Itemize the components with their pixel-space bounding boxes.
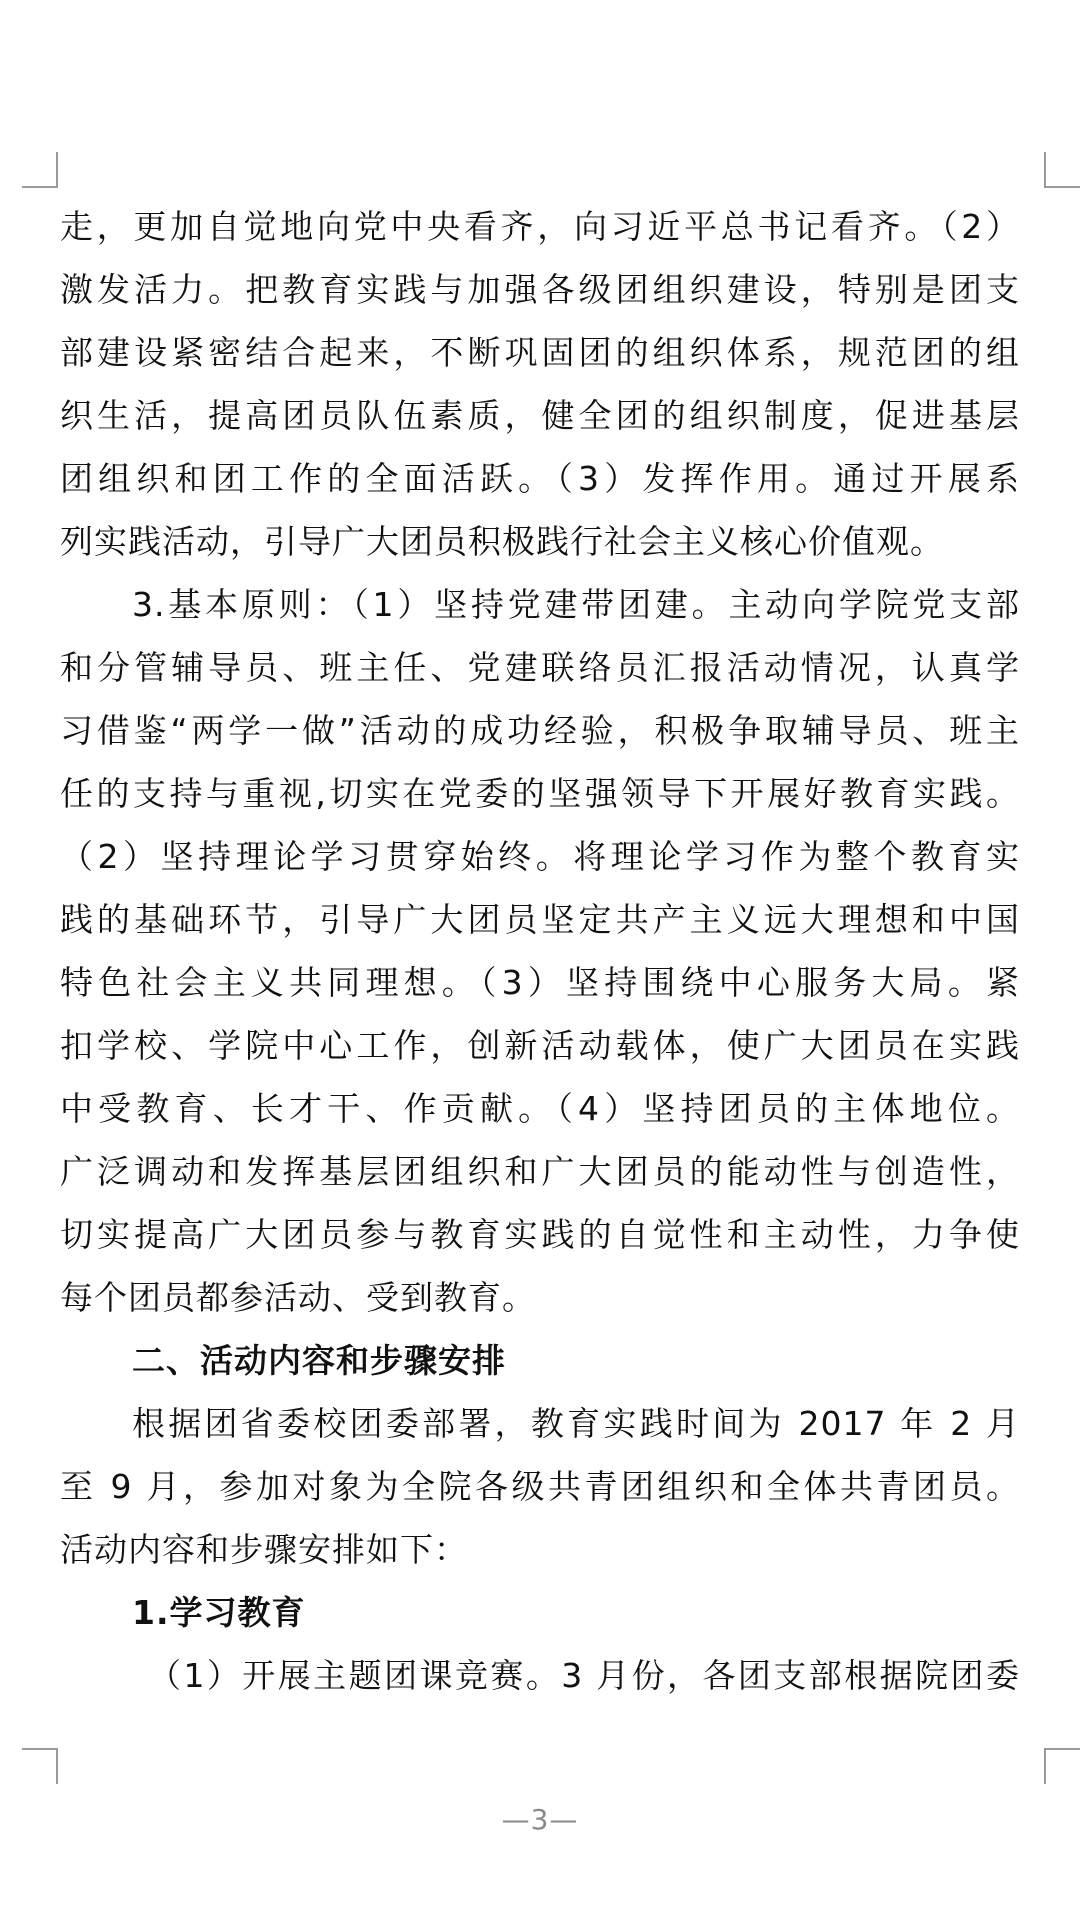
crop-mark-top-left — [22, 152, 58, 188]
paragraph-line: 广泛调动和发挥基层团组织和广大团员的能动性与创造性， — [60, 1152, 1020, 1191]
page-number: —3— — [501, 1803, 579, 1836]
paragraph-line: （2）坚持理论学习贯穿始终。将理论学习作为整个教育实 — [60, 837, 1020, 876]
paragraph-line: 团组织和团工作的全面活跃。（3）发挥作用。通过开展系 — [60, 459, 1020, 498]
paragraph-line: 扣学校、学院中心工作，创新活动载体，使广大团员在实践 — [60, 1026, 1020, 1065]
paragraph-line: 和分管辅导员、班主任、党建联络员汇报活动情况，认真学 — [60, 648, 1020, 687]
crop-mark-bottom-right — [1044, 1748, 1080, 1784]
paragraph-line: 3.基本原则：（1）坚持党建带团建。主动向学院党支部 — [132, 585, 1020, 624]
section-heading: 二、活动内容和步骤安排 — [132, 1341, 506, 1380]
paragraph-line: 任的支持与重视,切实在党委的坚强领导下开展好教育实践。 — [60, 774, 1020, 813]
crop-mark-top-right — [1044, 152, 1080, 188]
paragraph-line: 切实提高广大团员参与教育实践的自觉性和主动性，力争使 — [60, 1215, 1020, 1254]
paragraph-line: 至 9 月，参加对象为全院各级共青团组织和全体共青团员。 — [60, 1467, 1020, 1506]
paragraph-line: （1）开展主题团课竞赛。3 月份，各团支部根据院团委 — [148, 1656, 1020, 1695]
paragraph-line: 习借鉴“两学一做”活动的成功经验，积极争取辅导员、班主 — [60, 711, 1020, 750]
paragraph-line: 每个团员都参活动、受到教育。 — [60, 1278, 536, 1317]
paragraph-line: 织生活，提高团员队伍素质，健全团的组织制度，促进基层 — [60, 396, 1020, 435]
paragraph-line: 践的基础环节，引导广大团员坚定共产主义远大理想和中国 — [60, 900, 1020, 939]
crop-mark-bottom-left — [22, 1748, 58, 1784]
paragraph-line: 中受教育、长才干、作贡献。（4）坚持团员的主体地位。 — [60, 1089, 1020, 1128]
paragraph-line: 部建设紧密结合起来，不断巩固团的组织体系，规范团的组 — [60, 333, 1020, 372]
paragraph-line: 列实践活动，引导广大团员积极践行社会主义核心价值观。 — [60, 522, 944, 561]
subsection-heading: 1.学习教育 — [132, 1593, 306, 1632]
paragraph-line: 活动内容和步骤安排如下： — [60, 1530, 468, 1569]
paragraph-line: 激发活力。把教育实践与加强各级团组织建设，特别是团支 — [60, 270, 1020, 309]
paragraph-line: 特色社会主义共同理想。（3）坚持围绕中心服务大局。紧 — [60, 963, 1020, 1002]
paragraph-line: 根据团省委校团委部署，教育实践时间为 2017 年 2 月 — [132, 1404, 1020, 1443]
document-body — [60, 195, 1020, 1707]
paragraph-line: 走，更加自觉地向党中央看齐，向习近平总书记看齐。（2） — [60, 207, 1020, 246]
